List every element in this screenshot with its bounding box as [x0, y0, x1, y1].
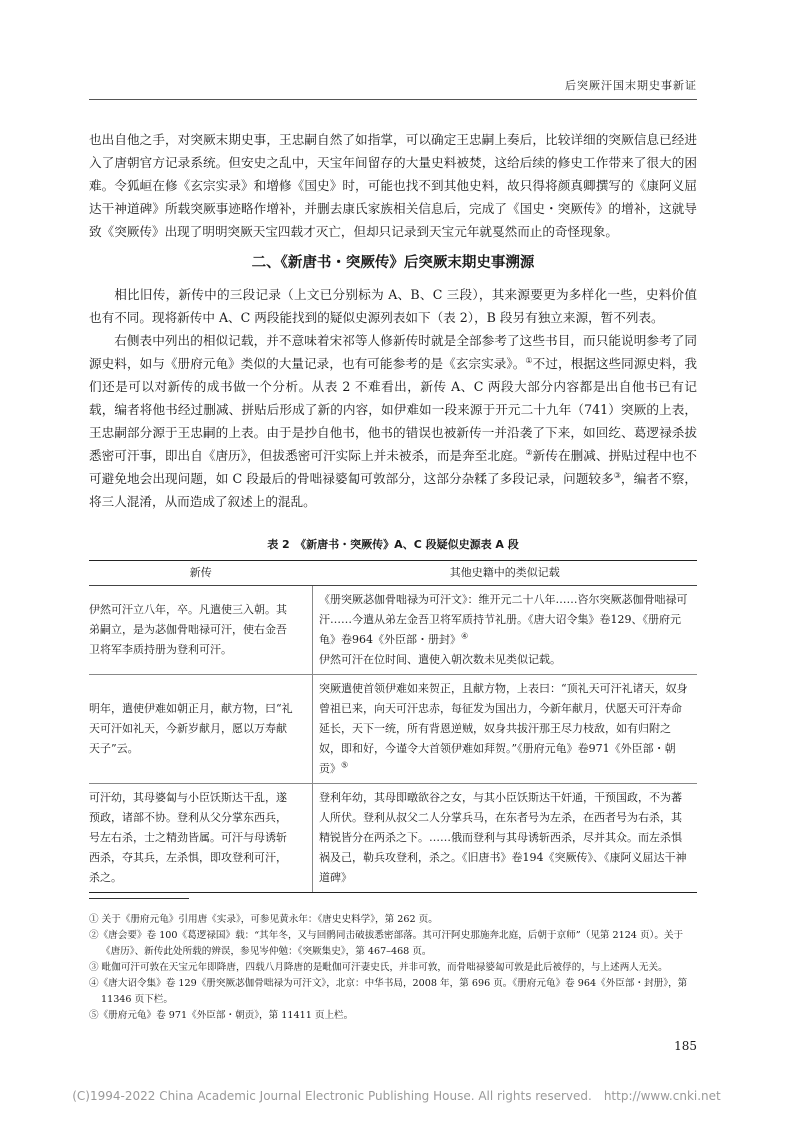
- paragraph: 相比旧传，新传中的三段记录（上文已分别标为 A、B、C 三段），其来源要更为多样化一些，史料价值也有不同。现将新传中 A、C 两段能找到的疑似史源列表如下（表 2），B 段另有独立来源，暂不列表。: [89, 287, 697, 325]
- table-caption: 表 2 《新唐书・突厥传》A、C 段疑似史源表 A 段: [267, 538, 519, 551]
- table-row: [89, 675, 697, 784]
- paragraph: 右侧表中列出的相似记载，并不意味着宋祁等人修新传时就是全部参考了这些书目，而只能说明参考了同源史料，如与《册府元龟》类似的大量记录，也有可能参考的是《玄宗实录》。①不过，根据这些同源史料，我们还是可以对新传的成书做一个分析。从表 2 不难看出，新传 A、C 两段大部分内容都是出自他书已有记载，编者将他书经过删减、拼贴后形成了新的内容，如伊难如一段来源于开元二十九年（741）突厥的上表，王忠嗣部分源于王忠嗣的上表。由于是抄自他书，他书的错误也被新传一并沿袭了下来，如回纥、葛逻禄杀拔悉密可汗事，即出自《唐历》，但拔悉密可汗实际上并未被杀，而是奔至北庭。②新传在删减、拼贴过程中也不可避免地会出现问题，如 C 段最后的骨咄禄婆匐可敦部分，这部分杂糅了多段记录，问题较多③，编者不察，将三人混淆，从而造成了叙述上的混乱。: [89, 333, 698, 509]
- table-cell-new: 伊然可汗立八年，卒。凡遣使三入朝。其弟嗣立，是为苾伽骨咄禄可汗，使右金吾卫将军李质持册为登利可汗。: [89, 586, 313, 675]
- footnote: ⑤《册府元龟》卷 971《外臣部・朝贡》，第 11411 页上栏。: [89, 1010, 354, 1021]
- table-cell-new: 明年，遣使伊难如朝正月，献方物，曰“礼天可汗如礼天，今新岁献月，愿以万寿献天子”云。: [89, 675, 313, 784]
- footnotes: [89, 912, 697, 1024]
- table-cell-other: 《册突厥苾伽骨咄禄为可汗文》：维开元二十八年……咨尔突厥苾伽骨咄禄可汗……今遣从弟左金吾卫将军质持节礼册。《唐大诏令集》卷129、《册府元龟》卷964《外臣部・册封》④ 伊然可汗在位时间、遣使入朝次数未见类似记载。: [313, 586, 698, 675]
- table-cell-other: 突厥遣使首领伊难如来贺正，且献方物，上表曰：“顶礼天可汗礼诸天，奴身曾祖已来，向天可汗忠赤，每征发为国出力，今新年献月，伏愿天可汗寿命延长，天下一统，所有背恩逆贼，奴身共拔汗那王尽力枝敌，如有归附之奴，即和好，今谨令大首领伊难如拜贺。”《册府元龟》卷971《外臣部・朝贡》⑤: [313, 675, 698, 784]
- table-row: [89, 784, 697, 893]
- paragraph: 也出自他之手，对突厥末期史事，王忠嗣自然了如指掌，可以确定王忠嗣上奏后，比较详细的突厥信息已经进入了唐朝官方记录系统。但安史之乱中，天宝年间留存的大量史料被焚，这给后续的修史工作带来了很大的困难。令狐峘在修《玄宗实录》和增修《国史》时，可能也找不到其他史料，故只得将颜真卿撰写的《康阿义屈达干神道碑》所载突厥事迹略作增补，并删去康氏家族相关信息后，完成了《国史・突厥传》的增补，这就导致《突厥传》出现了明明突厥天宝四载才灭亡，但却只记录到天宝元年就戛然而止的奇怪现象。: [89, 132, 697, 239]
- footnote: ① 关于《册府元龟》引用唐《实录》，可参见黄永年：《唐史史料学》，第 262 页。: [89, 914, 438, 925]
- footnote: ②《唐会要》卷 100《葛逻禄国》载：“其年冬，又与回鹘同击破拔悉密部落。其可汗阿史那施奔北庭，后朝于京师”（见第 2124 页）。关于《唐历》、新传此处所载的辨误，参见岑仲勉：《突厥集史》，第 467–468 页。: [89, 930, 684, 957]
- footnote: ④《唐大诏令集》卷 129《册突厥苾伽骨咄禄为可汗文》，北京：中华书局，2008 年，第 696 页。《册府元龟》卷 964《外臣部・封册》，第 11346 页下栏。: [89, 978, 688, 1005]
- footnote-ref[interactable]: ③: [613, 470, 622, 480]
- footnote-ref[interactable]: ④: [461, 631, 469, 641]
- running-head: 后突厥汗国末期史事新证: [565, 79, 697, 92]
- table-cell-new: 可汗幼，其母婆匐与小臣饫斯达干乱，遂预政，诸部不协。登利从父分掌东西兵，号左右杀，士之精劲皆属。可汗与母诱斩西杀，夺其兵，左杀惧，即攻登利可汗，杀之。: [89, 784, 313, 893]
- column-header: 新传: [89, 561, 313, 586]
- footnote-divider: [89, 898, 189, 899]
- table-row: [89, 586, 697, 675]
- table-cell-other: 登利年幼，其母即暾欲谷之女，与其小臣饫斯达干奸通，干预国政，不为蕃人所伏。登利从叔父二人分掌兵马，在东者号为左杀，在西者号为右杀，其精锐皆分在两杀之下。……俄而登利与其母诱斩西杀，尽并其众。而左杀惧祸及己，勒兵攻登利，杀之。《旧唐书》卷194《突厥传》、《康阿义屈达干神道碑》: [313, 784, 698, 893]
- footnote-ref[interactable]: ①: [525, 355, 533, 365]
- comparison-table: [89, 560, 697, 893]
- footnote-ref[interactable]: ②: [525, 447, 533, 457]
- body-text: [89, 128, 697, 513]
- footnote-ref[interactable]: ⑤: [341, 760, 349, 770]
- footnote: ③ 毗伽可汗可敦在天宝元年即降唐，四载八月降唐的是毗伽可汗妻史氏，并非可敦，而骨咄禄婆匐可敦是此后被俘的，与上述两人无关。: [89, 962, 668, 973]
- source-table: [89, 536, 697, 893]
- table-header-row: [89, 561, 697, 586]
- page-number: 185: [674, 1039, 697, 1053]
- column-header: 其他史籍中的类似记载: [313, 561, 698, 586]
- section-heading: 二、《新唐书・突厥传》后突厥末期史事溯源: [251, 255, 535, 271]
- header-divider: [89, 99, 697, 100]
- copyright-line: (C)1994-2022 China Academic Journal Electronic Publishing House. All rights reserved. http://www.cnki.net: [72, 1089, 721, 1103]
